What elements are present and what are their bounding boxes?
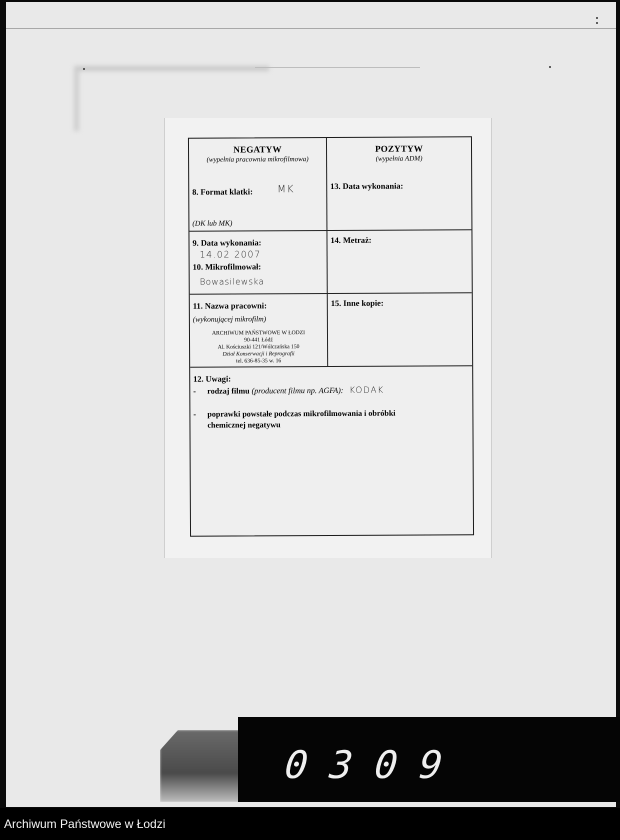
- form-row-date: [189, 229, 471, 294]
- note-corrections: [193, 409, 395, 419]
- pozytyw-cell: [327, 137, 471, 230]
- form-row-notes: [190, 365, 473, 535]
- format-label: 8. Format klatki:: [192, 187, 253, 197]
- lab-label: 11. Nazwa pracowni:: [192, 301, 267, 311]
- copies-cell: [328, 292, 472, 366]
- scan-mark-line: [255, 67, 420, 68]
- film-holder-shadow: [160, 730, 250, 802]
- dust-speck: [83, 68, 85, 70]
- length-cell: [327, 229, 471, 293]
- length-label: 14. Metraż:: [330, 235, 372, 246]
- bullet: -: [193, 409, 197, 419]
- note-film-type: [193, 385, 385, 397]
- negatyw-cell: [189, 138, 327, 231]
- scan-edge-line: [6, 28, 616, 29]
- filmed-by-label: 10. Mikrofilmował:: [192, 262, 262, 272]
- pozytyw-title: POZYTYW: [375, 143, 423, 154]
- format-hint: (DK lub MK): [192, 218, 233, 228]
- lab-hint: (wykonującej mikrofilm): [192, 314, 267, 324]
- lab-stamp: [190, 330, 327, 366]
- microfilm-form: [188, 136, 474, 536]
- corrections-line-1: poprawki powstałe podczas mikrofilmowania i obróbki: [207, 408, 396, 419]
- corrections-line-2: chemicznej negatywu: [207, 420, 281, 430]
- copies-label: 15. Inne kopie:: [330, 298, 384, 309]
- film-type-hint: (producent filmu np. AGFA):: [251, 385, 344, 396]
- dust-speck: [549, 66, 551, 68]
- frame-counter: [282, 743, 447, 787]
- date-cell: [189, 230, 327, 294]
- counter-digit: 9: [417, 743, 447, 787]
- bullet: -: [193, 386, 196, 396]
- negatyw-subtitle: (wypełnia pracownia mikrofilmowa): [206, 155, 309, 164]
- filmed-by-value: Bowasilewska: [199, 277, 265, 288]
- negatyw-title: NEGATYW: [233, 144, 282, 155]
- dust-speck: [596, 22, 598, 24]
- form-row-format: [189, 137, 471, 231]
- stamp-line: Al. Kościuszki 121/Wólczańska 150: [217, 344, 300, 351]
- pozytyw-subtitle: (wypełnia ADM): [375, 154, 423, 163]
- date-value: 14.02 2007: [199, 250, 262, 261]
- format-value: MK: [277, 184, 295, 196]
- footer-bar: [0, 808, 620, 840]
- counter-digit: 3: [327, 743, 358, 787]
- counter-digit: 0: [282, 743, 313, 787]
- stamp-line: Dział Konserwacji i Reprografii: [222, 351, 295, 358]
- archive-name: Archiwum Państwowe w Łodzi: [4, 817, 166, 831]
- dust-speck: [596, 17, 598, 19]
- counter-digit: 0: [372, 743, 402, 787]
- date-label: 9. Data wykonania:: [192, 238, 262, 248]
- notes-label: 12. Uwagi:: [193, 374, 232, 384]
- form-row-lab: [190, 292, 472, 367]
- lab-cell: [190, 293, 328, 367]
- stamp-line: 90-441 Łódź: [244, 337, 273, 344]
- film-type-label: rodzaj filmu: [207, 386, 250, 396]
- pozytyw-date-label: 13. Data wykonania:: [330, 181, 404, 192]
- stamp-line: tel. 636-85-35 w. 16: [236, 358, 282, 365]
- film-type-value: KODAK: [349, 385, 385, 396]
- stamp-line: ARCHIWUM PAŃSTWOWE W ŁODZI: [211, 330, 305, 337]
